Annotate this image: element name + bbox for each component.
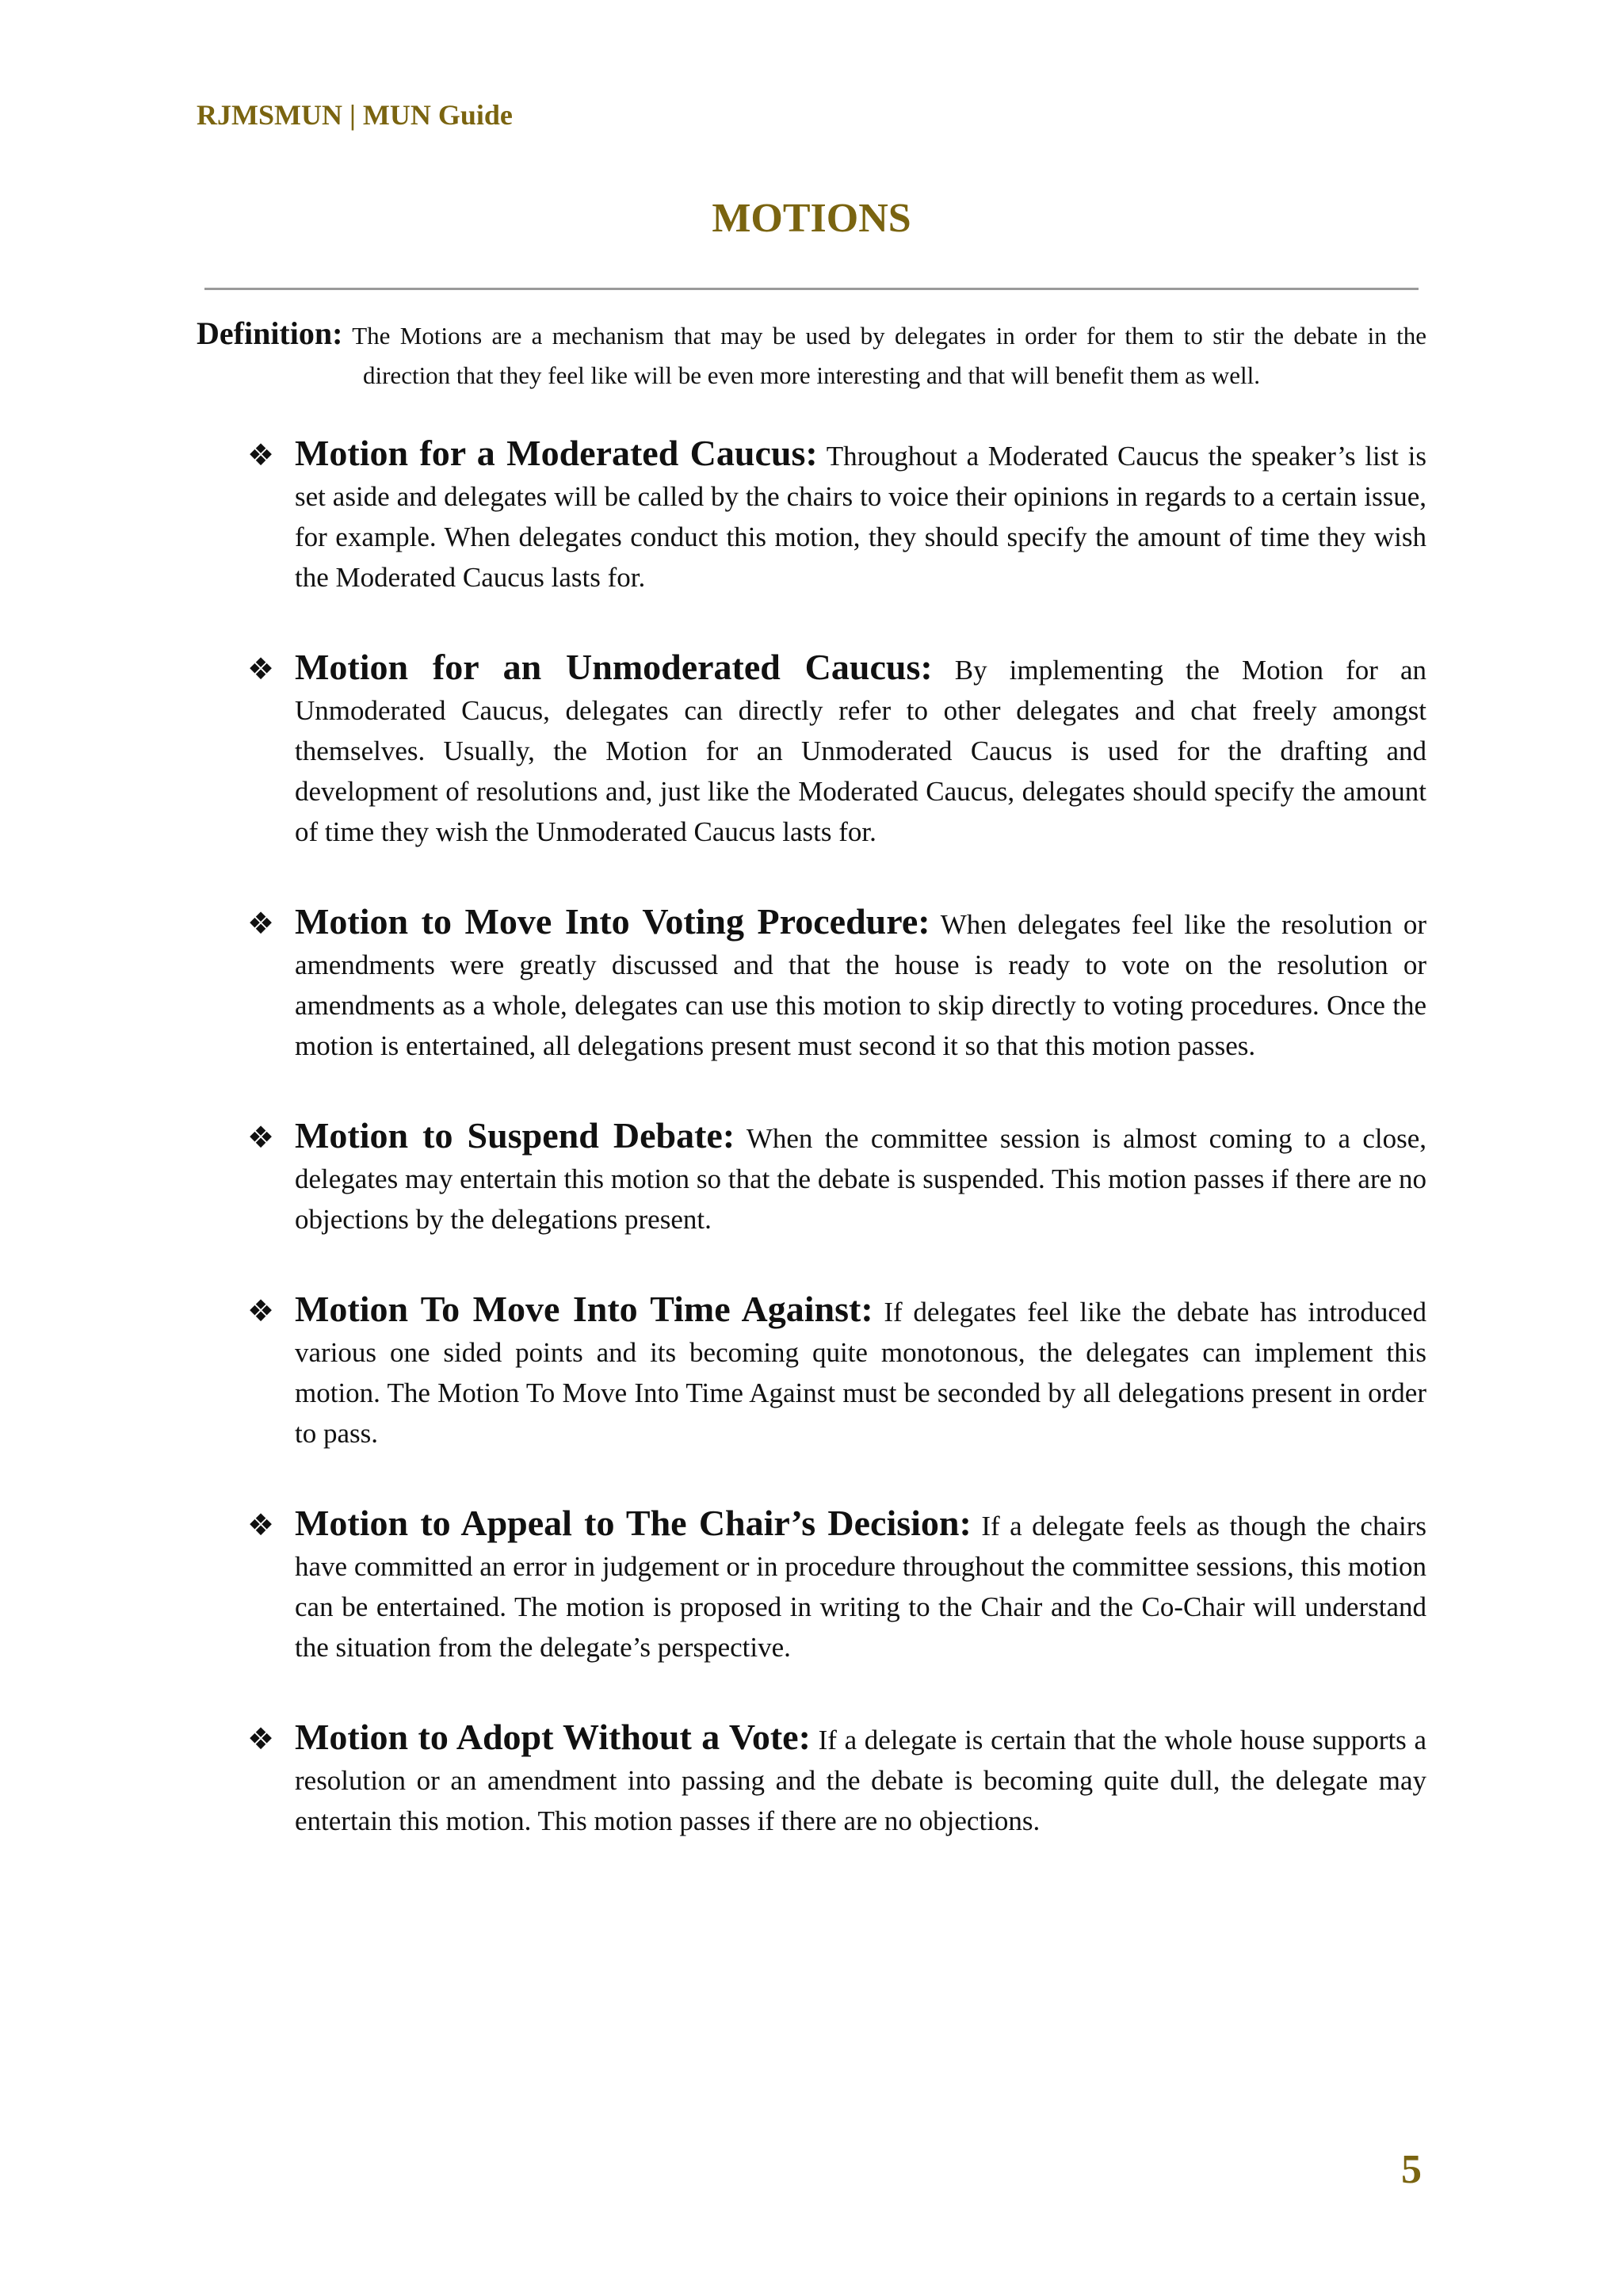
motion-description: When delegates feel like the resolution or amendments were greatly discussed and that the house is ready to vote on the resolution or amendments as a whole, delegates can use this motion to skip directly to voting procedures. Once the motion is entertained, all delegations present must second it so that this motion passes. (295, 909, 1426, 1061)
motion-title: Motion To Move Into Time Against: (295, 1289, 873, 1329)
page-number: 5 (1401, 2147, 1422, 2192)
motion-title: Motion to Move Into Voting Procedure: (295, 901, 930, 942)
diamond-bullet-icon: ❖ (247, 437, 275, 472)
diamond-bullet-icon: ❖ (247, 1120, 275, 1155)
motion-description: Throughout a Moderated Caucus the speaker’s list is set aside and delegates will be called by the chairs to voice their opinions in regards to a certain issue, for example. When delegates conduct this motion, they should specify the amount of time they wish the Moderated Caucus lasts for. (295, 441, 1426, 593)
motion-appeal-chair-decision (247, 1503, 1426, 1668)
definition-paragraph (197, 314, 1426, 395)
motion-adopt-without-vote (247, 1717, 1427, 1841)
motion-title: Motion to Suspend Debate: (295, 1115, 735, 1156)
title-divider (204, 288, 1419, 290)
motion-unmoderated-caucus (247, 647, 1426, 852)
definition-label: Definition: (197, 315, 343, 351)
motion-description: If a delegate is certain that the whole house supports a resolution or an amendment into passing and the debate is becoming quite dull, the delegate may entertain this motion. This motion passes if there are no objections. (295, 1725, 1427, 1836)
motion-time-against (247, 1289, 1426, 1454)
motion-description: By implementing the Motion for an Unmoderated Caucus, delegates can directly refer to other delegates and chat freely amongst themselves. Usually, the Motion for an Unmoderated Caucus is used for the drafting and development of resolutions and, just like the Moderated Caucus, delegates should specify the amount of time they wish the Unmoderated Caucus lasts for. (295, 655, 1426, 847)
page-title: MOTIONS (712, 196, 911, 241)
motion-voting-procedure (247, 901, 1426, 1066)
motion-description: When the committee session is almost coming to a close, delegates may entertain this motion so that the debate is suspended. This motion passes if there are no objections by the delegations present. (295, 1123, 1426, 1235)
motions-list (247, 433, 1427, 1890)
page-header: RJMSMUN | MUN Guide (197, 99, 513, 131)
motion-title: Motion to Appeal to The Chair’s Decision: (295, 1503, 972, 1543)
motion-description: If a delegate feels as though the chairs have committed an error in judgement or in procedure throughout the committee sessions, this motion can be entertained. The motion is proposed in writing to the Chair and the Co-Chair will understand the situation from the delegate’s perspective. (295, 1511, 1426, 1663)
diamond-bullet-icon: ❖ (247, 1507, 275, 1542)
motion-moderated-caucus (247, 433, 1426, 598)
motion-title: Motion for an Unmoderated Caucus: (295, 647, 933, 687)
diamond-bullet-icon: ❖ (247, 906, 275, 941)
diamond-bullet-icon: ❖ (247, 651, 275, 686)
motion-description: If delegates feel like the debate has introduced various one sided points and its becoming quite monotonous, the delegates can implement this motion. The Motion To Move Into Time Against must be seconded by all delegations present in order to pass. (295, 1297, 1426, 1449)
motion-title: Motion to Adopt Without a Vote: (295, 1717, 811, 1757)
motion-title: Motion for a Moderated Caucus: (295, 433, 818, 473)
diamond-bullet-icon: ❖ (247, 1721, 275, 1756)
definition-text: The Motions are a mechanism that may be used by delegates in order for them to stir the debate in the direction that they feel like will be even more interesting and that will benefit them as well. (352, 322, 1426, 389)
motion-suspend-debate (247, 1115, 1426, 1240)
diamond-bullet-icon: ❖ (247, 1293, 275, 1328)
